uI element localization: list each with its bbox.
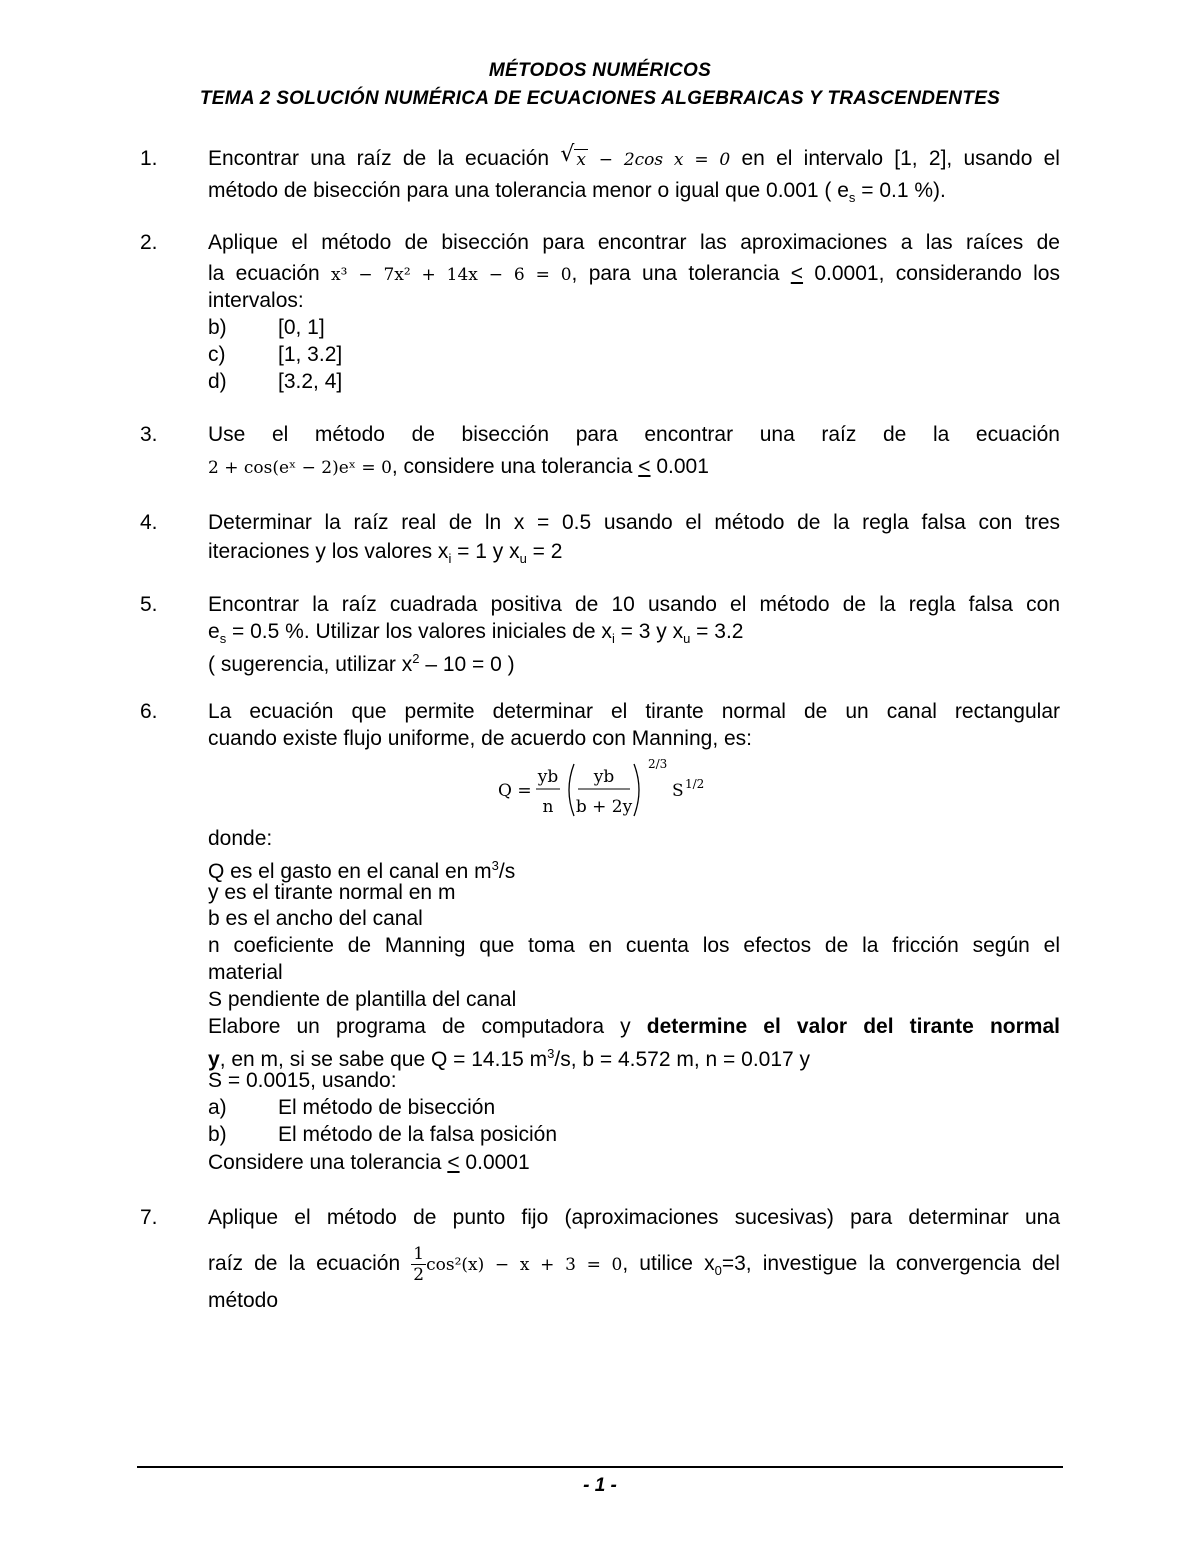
problem-2-number: 2. [140,231,158,254]
task-line-1: Elabore un programa de computadora y determine el valor del tirante normal [208,1015,1060,1038]
interval-value: [1, 3.2] [278,343,343,366]
method-value: El método de la falsa posición [278,1123,557,1146]
problem-3-line-1: Use el método de bisección para encontrar una raíz de la ecuación [208,423,1060,446]
one-half-fraction: $\frac{1}{2}$ [413,1244,425,1285]
method-label: b) [208,1123,227,1146]
right-paren [634,764,639,816]
problem-3-line-2: 2 + cos(eˣ − 2)eˣ = 0, considere una tolerancia < 0.001 [208,455,709,478]
problem-2-line-2: la ecuación x³ − 7x² + 14x − 6 = 0, para una tolerancia < 0.0001, considerando los [208,262,1060,285]
problem-1-line-1: Encontrar una raíz de la ecuación √ x − 2cos x = 0 en el intervalo [1, 2], usando el [208,145,1060,174]
problem-7-number: 7. [140,1206,158,1229]
problem-4-line-2: iteraciones y los valores $x_i = 1$ y $x_u = 2$ [208,540,563,567]
formula-den-1: n [542,797,554,817]
problem-3-equation: 2 + cos(eˣ − 2)eˣ = 0 [208,458,392,478]
method-value: El método de bisección [278,1096,496,1119]
formula-num-1: yb [537,767,559,787]
problem-1-number: 1. [140,147,158,170]
formula-num-2: yb [593,767,615,787]
problem-6-number: 6. [140,700,158,723]
problem-6-line-2: cuando existe flujo uniforme, de acuerdo con Manning, es: [208,727,753,750]
problem-4-line-1: Determinar la raíz real de ln x = 0.5 usando el método de la regla falsa con tres [208,511,1060,534]
problem-5-line-3: ( sugerencia, utilizar $x^2 - 10 = 0$ ) [208,651,515,676]
problem-2-line-3: intervalos: [208,289,304,312]
problem-1-line-2: método de bisección para una tolerancia menor o igual que 0.001 ( $e_s = 0.1$ %). [208,179,946,206]
topic-title: TEMA 2 SOLUCIÓN NUMÉRICA DE ECUACIONES ALGEBRAICAS Y TRASCENDENTES [199,88,1001,109]
method-label: a) [208,1096,227,1119]
definition-y: y es el tirante normal en m [208,881,456,904]
problem-3-number: 3. [140,423,158,446]
left-paren [569,764,574,816]
problem-5-line-1: Encontrar la raíz cuadrada positiva de 10 usando el método de la regla falsa con [208,593,1060,616]
donde-label: donde: [208,827,273,850]
page-number: - 1 - [583,1475,617,1496]
definition-b: b es el ancho del canal [208,907,423,930]
problem-7-line-1: Aplique el método de punto fijo (aproximaciones sucesivas) para determinar una [208,1206,1060,1229]
manning-formula [498,758,718,822]
definition-q: Q es el gasto en el canal en $m^3/s$ [208,858,516,883]
interval-label: d) [208,370,227,393]
formula-exponent: 2/3 [648,758,668,771]
interval-value: [0, 1] [278,316,325,339]
problem-6-line-1: La ecuación que permite determinar el tirante normal de un canal rectangular [208,700,1060,723]
problem-7-equation: cos²(x) − x + 3 = 0 [426,1255,623,1276]
course-title: MÉTODOS NUMÉRICOS [488,60,712,81]
formula-den-2: b + 2y [575,797,633,817]
formula-lhs: Q = [498,781,532,801]
formula-s-exponent: 1/2 [685,777,705,791]
formula-s: S [672,781,684,801]
interval-label: b) [208,316,227,339]
problem-4-number: 4. [140,511,158,534]
tolerance-line: Considere una tolerancia < 0.0001 [208,1151,530,1174]
footer-rule [137,1466,1063,1468]
sqrt-symbol: √ x [560,142,586,170]
problem-7-line-3: método [208,1289,279,1312]
problem-5-line-2: $e_s = 0.5$ %. Utilizar los valores iniciales de $x_i = 3$ y $x_u = 3.2$ [208,620,744,647]
interval-value: [3.2, 4] [278,370,343,393]
problem-2-equation: x³ − 7x² + 14x − 6 = 0 [331,265,572,285]
problem-1-equation: − 2cos x = 0 [587,150,731,170]
problem-2-line-1: Aplique el método de bisección para encontrar las aproximaciones a las raíces de [208,231,1060,254]
problem-7-line-2: raíz de la ecuación $\frac{1}{2}$ cos²(x) − x + 3 = 0, utilice $x_0=3$, investigue la convergencia del [208,1244,1060,1285]
definition-n-1: n coeficiente de Manning que toma en cuenta los efectos de la fricción según el [208,934,1060,957]
problem-5-number: 5. [140,593,158,616]
definition-s: S pendiente de plantilla del canal [208,988,517,1011]
interval-label: c) [208,343,226,366]
task-line-3: S = 0.0015, usando: [208,1069,397,1092]
definition-n-2: material [208,961,283,984]
task-line-2: y, en m, si se sabe que Q = 14.15 $m^3/s$, b = 4.572 m, n = 0.017 y [208,1046,811,1071]
